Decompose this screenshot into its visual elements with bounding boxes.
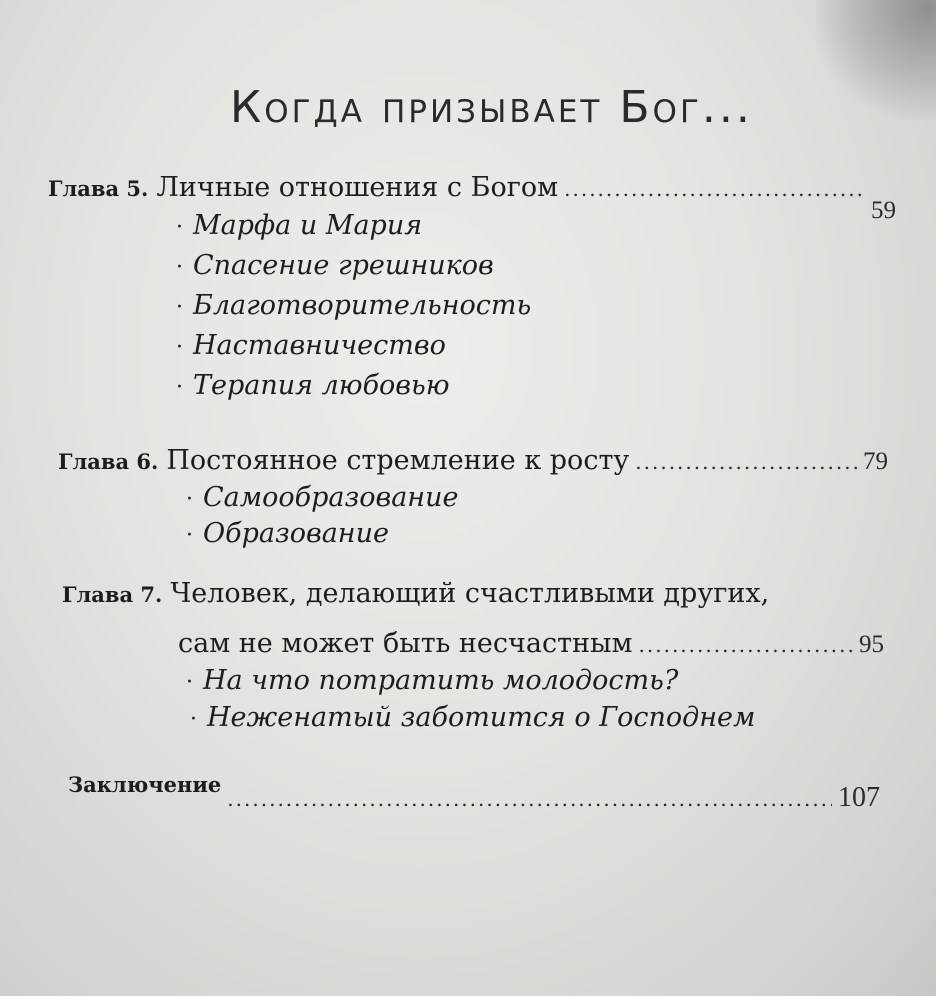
toc-entry-chapter-5 — [48, 172, 896, 224]
toc-subitem — [176, 370, 450, 401]
subitem-text: Спасение грешников — [193, 250, 494, 281]
running-title: Когда призывает Бог... — [230, 82, 753, 133]
toc-subitem — [186, 518, 389, 549]
chapter-label: Глава 5. — [48, 176, 149, 201]
dot-leader — [639, 633, 853, 657]
toc-subitem — [190, 702, 755, 733]
dot-leader — [635, 450, 857, 474]
dot-leader — [227, 787, 832, 811]
page-number: 79 — [863, 448, 888, 475]
toc-subitem — [186, 665, 678, 696]
chapter-title-continued: сам не может быть несчастным — [178, 628, 633, 659]
subitem-text: На что потратить молодость? — [203, 665, 679, 696]
chapter-title: Постоянное стремление к росту — [166, 445, 630, 476]
toc-subitem — [176, 330, 446, 361]
bullet-icon: · — [186, 487, 193, 512]
subitem-text: Терапия любовью — [193, 370, 450, 401]
page-number: 59 — [871, 197, 896, 224]
subitem-text: Благотворительность — [193, 290, 532, 321]
conclusion-label: Заключение — [68, 772, 222, 797]
toc-subitem — [186, 482, 458, 513]
bullet-icon: · — [176, 295, 183, 320]
toc-subitem — [176, 250, 494, 281]
bullet-icon: · — [176, 335, 183, 360]
bullet-icon: · — [176, 215, 183, 240]
toc-entry-chapter-7-cont — [178, 628, 884, 659]
subitem-text: Наставничество — [193, 330, 446, 361]
toc-entry-chapter-6 — [58, 445, 888, 476]
page-number: 95 — [859, 631, 884, 658]
toc-subitem — [176, 290, 531, 321]
toc-entry-chapter-7 — [62, 578, 862, 609]
chapter-title: Человек, делающий счастливыми других, — [170, 578, 770, 609]
subitem-text: Самообразование — [203, 482, 459, 513]
subitem-text: Образование — [203, 518, 389, 549]
bullet-icon: · — [190, 707, 197, 732]
bullet-icon: · — [186, 670, 193, 695]
chapter-label: Глава 6. — [58, 449, 159, 474]
dot-leader — [564, 177, 865, 201]
bullet-icon: · — [176, 375, 183, 400]
chapter-title: Личные отношения с Богом — [156, 172, 559, 203]
toc-entry-conclusion — [68, 768, 880, 813]
page-number: 107 — [838, 782, 880, 813]
subitem-text: Неженатый заботится о Господнем — [207, 702, 756, 733]
bullet-icon: · — [176, 255, 183, 280]
chapter-label: Глава 7. — [62, 582, 163, 607]
toc-subitem — [176, 210, 422, 241]
bullet-icon: · — [186, 523, 193, 548]
subitem-text: Марфа и Мария — [193, 210, 423, 241]
